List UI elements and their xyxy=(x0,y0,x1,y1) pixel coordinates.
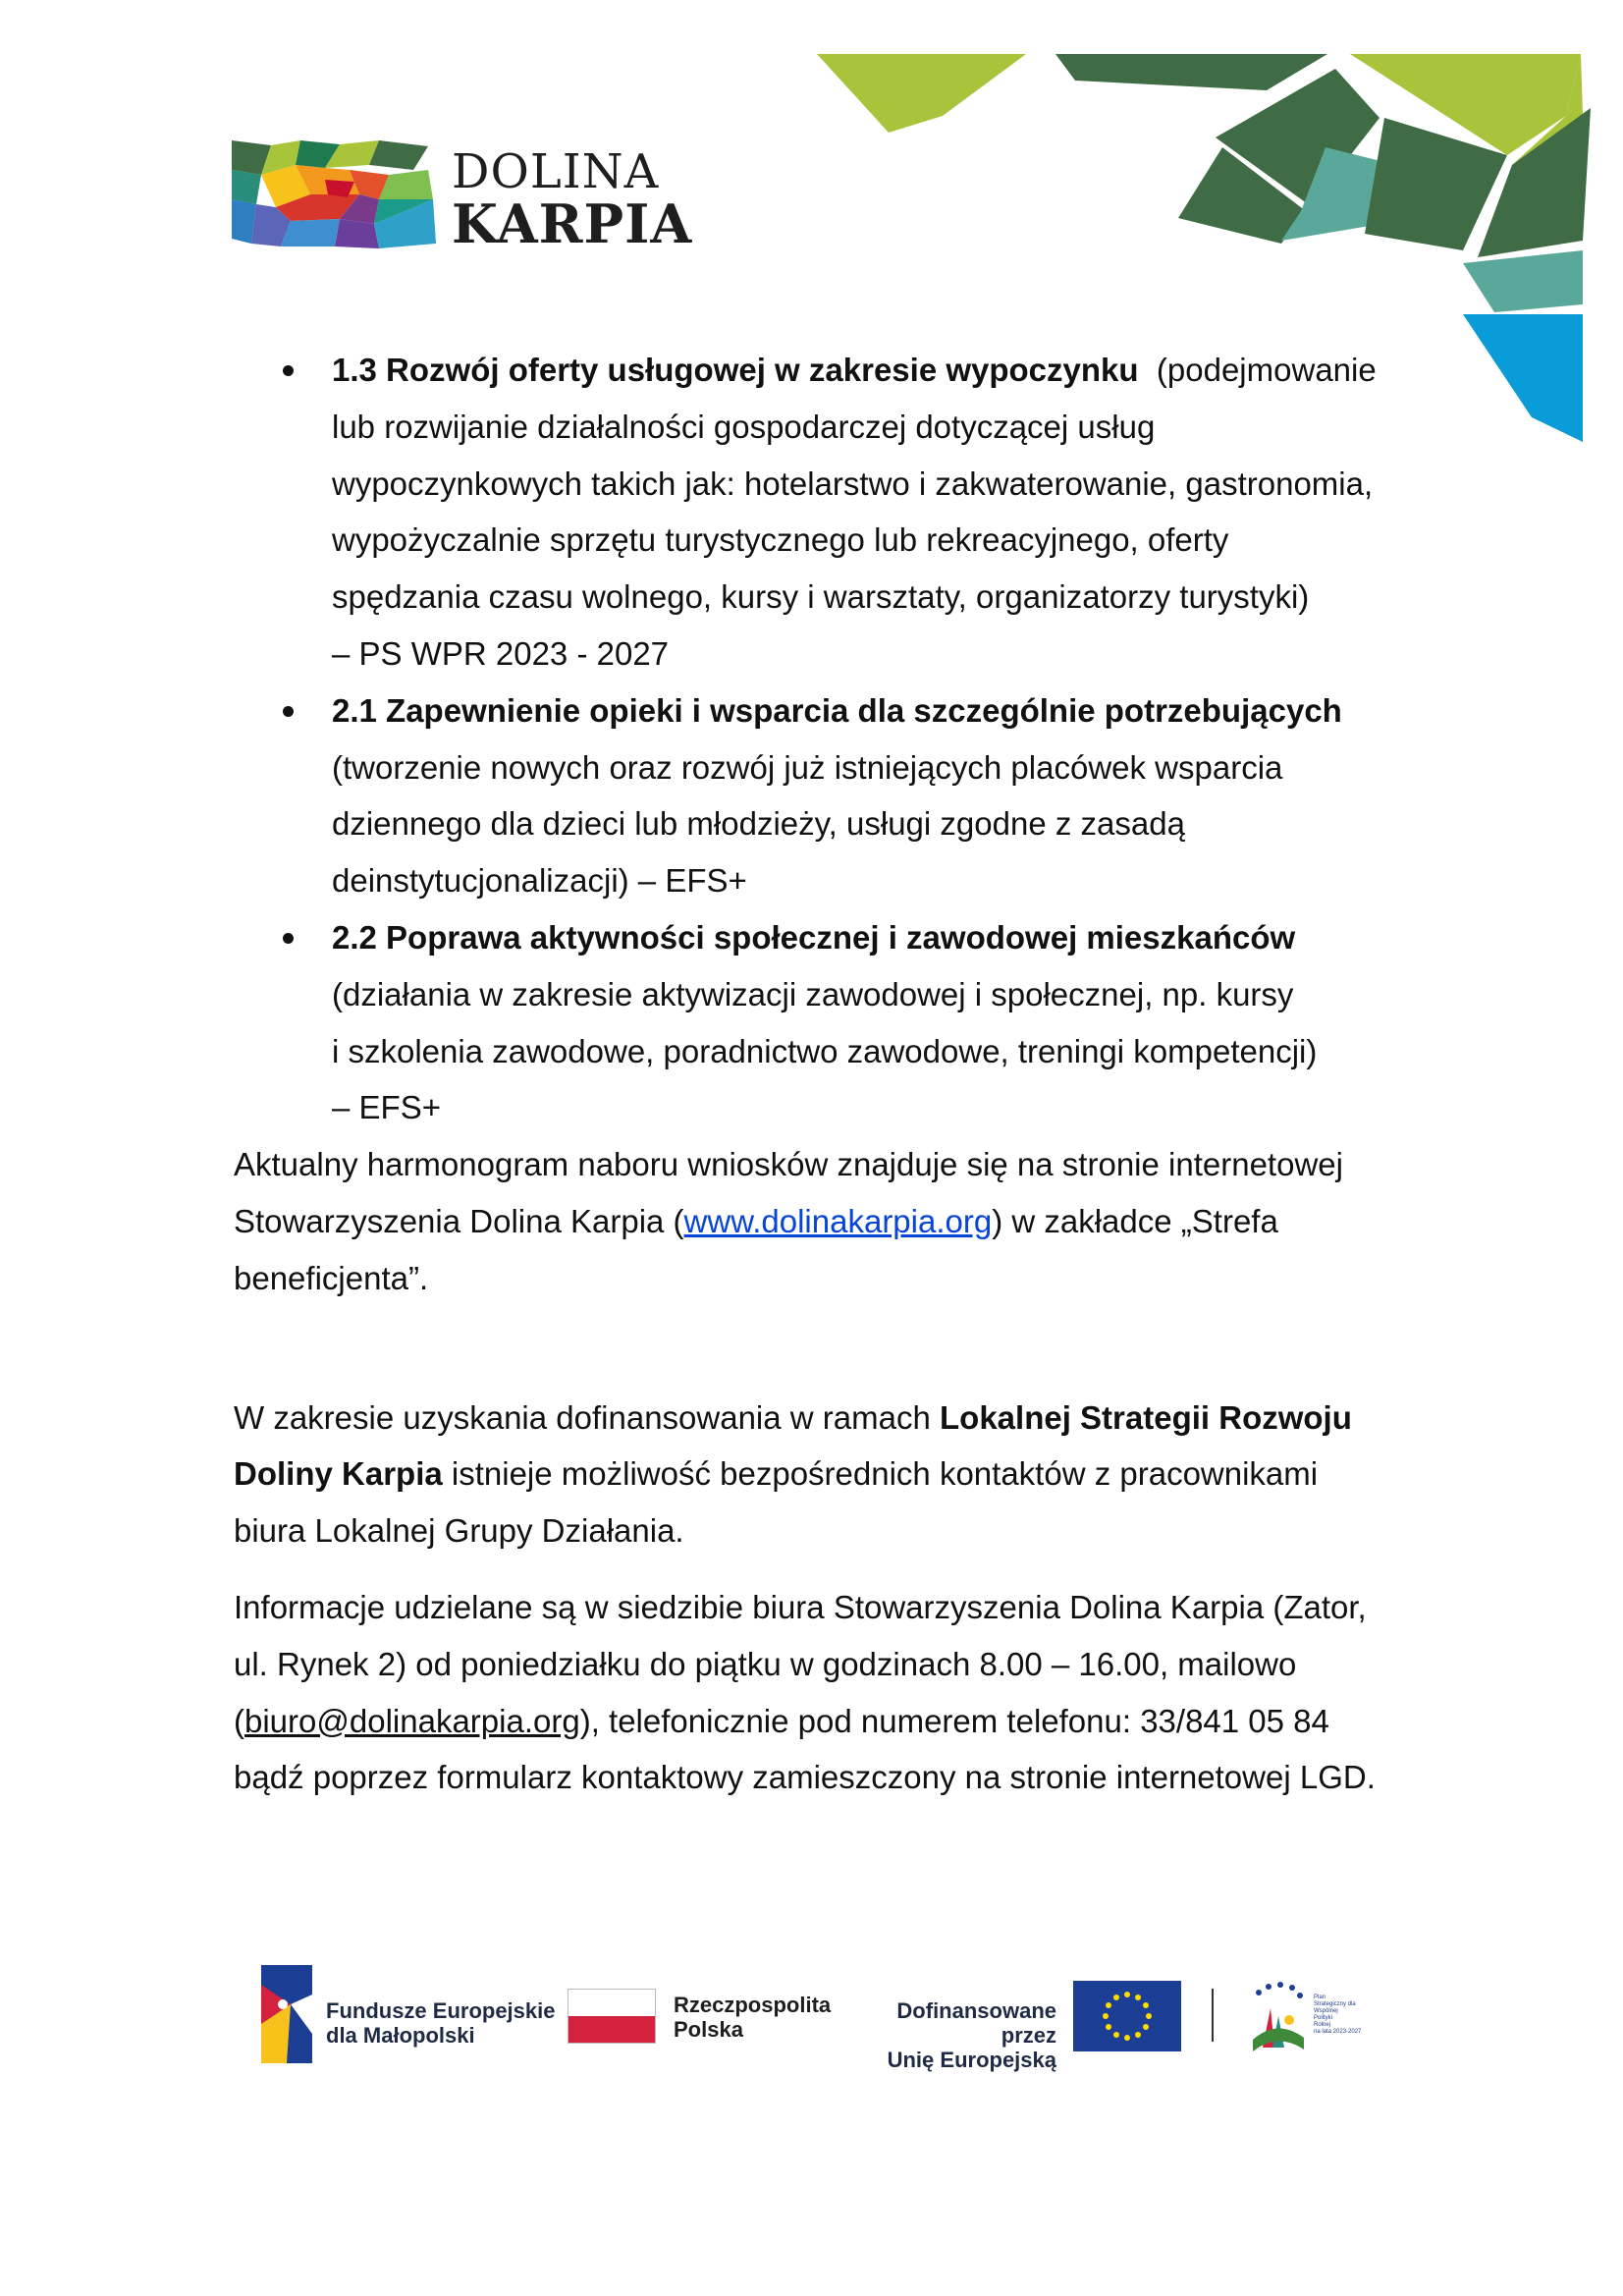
strategy-paragraph: W zakresie uzyskania dofinansowania w ramach Lokalnej Strategii Rozwoju Doliny Karpia istnieje możliwość bezpośrednich kontaktów z pracownikami biura Lokalnej Grupy Działania. xyxy=(234,1398,1352,1550)
bullet-icon xyxy=(283,365,294,376)
document-body xyxy=(234,342,1402,1806)
bullet-icon xyxy=(283,933,294,944)
list-item-text: i szkolenia zawodowe, poradnictwo zawodowe, treningi kompetencji) xyxy=(332,1032,1318,1069)
schedule-paragraph: Aktualny harmonogram naboru wniosków znajduje się na stronie internetowej Stowarzyszenia Dolina Karpia (www.dolinakarpia.org) w zakładce „Strefa beneficjenta”. xyxy=(234,1146,1343,1296)
list-item xyxy=(234,342,1402,683)
brand-wordmark xyxy=(452,144,693,255)
list-item-text: spędzania czasu wolnego, kursy i warsztaty, organizatorzy turystyki) xyxy=(332,578,1310,616)
list-item-text: (podejmowanie xyxy=(1156,352,1377,388)
eu-cofunding-label: Dofinansowane przez Unię Europejską xyxy=(887,1998,1056,2072)
list-item-text: – PS WPR 2023 - 2027 xyxy=(332,634,670,672)
european-funds-logo-icon xyxy=(261,1965,312,2063)
logo-divider xyxy=(1212,1989,1214,2042)
republic-of-poland-label: Rzeczpospolita Polska xyxy=(674,1993,832,2042)
list-item-text: (tworzenie nowych oraz rozwój już istniejących placówek wsparcia xyxy=(332,748,1283,786)
list-item-text: dziennego dla dzieci lub młodzieży, usługi zgodne z zasadą xyxy=(332,805,1185,843)
list-item-title: 2.2 Poprawa aktywności społecznej i zawodowej mieszkańców xyxy=(332,918,1296,956)
list-item-title: 2.1 Zapewnienie opieki i wsparcia dla szczególnie potrzebujących xyxy=(332,691,1342,729)
contact-paragraph: Informacje udzielane są w siedzibie biura Stowarzyszenia Dolina Karpia (Zator, ul. Rynek 2) od poniedziałku do piątku w godzinach 8.00 – 16.00, mailowo (biuro@dolinakarpia.org), telefonicznie pod numerem telefonu: 33/841 05 84 bądź poprzez formularz kontaktowy zamieszczony na stronie internetowej LGD. xyxy=(234,1588,1376,1796)
eu-flag-icon xyxy=(1073,1981,1181,2051)
bullet-icon xyxy=(283,706,294,717)
website-link[interactable]: www.dolinakarpia.org xyxy=(683,1202,993,1239)
list-item xyxy=(234,909,1402,1136)
dolina-karpia-logo-icon xyxy=(232,140,436,248)
list-item-text: deinstytucjonalizacji) – EFS+ xyxy=(332,862,747,900)
list-item-text: – EFS+ xyxy=(332,1089,441,1126)
list-item-title: 1.3 Rozwój oferty usługowej w zakresie wypoczynku xyxy=(332,352,1139,388)
european-funds-label: Fundusze Europejskie dla Małopolski xyxy=(326,1998,556,2048)
list-item-text: wypoczynkowych takich jak: hotelarstwo i zakwaterowanie, gastronomia, xyxy=(332,465,1374,502)
list-item xyxy=(234,683,1402,909)
common-agricultural-policy-logo-icon xyxy=(1245,1979,1310,2057)
email-link[interactable]: biuro@dolinakarpia.org xyxy=(244,1702,580,1739)
list-item-text: lub rozwijanie działalności gospodarczej dotyczącej usług xyxy=(332,408,1156,445)
brand-line-1: DOLINA xyxy=(452,144,660,199)
measure-list xyxy=(234,342,1402,1136)
list-item-text: wypożyczalnie sprzętu turystycznego lub rekreacyjnego, oferty xyxy=(332,521,1229,559)
list-item-text: (działania w zakresie aktywizacji zawodowej i społecznej, np. kursy xyxy=(332,975,1294,1012)
polish-flag-icon xyxy=(568,1989,656,2044)
cap-plan-label: Plan Strategiczny dla Wspólnej Polityki Rolnej na lata 2023-2027 xyxy=(1314,1995,1362,2035)
funding-logos-bar xyxy=(0,1959,1623,2077)
brand-line-2: KARPIA xyxy=(452,192,693,255)
